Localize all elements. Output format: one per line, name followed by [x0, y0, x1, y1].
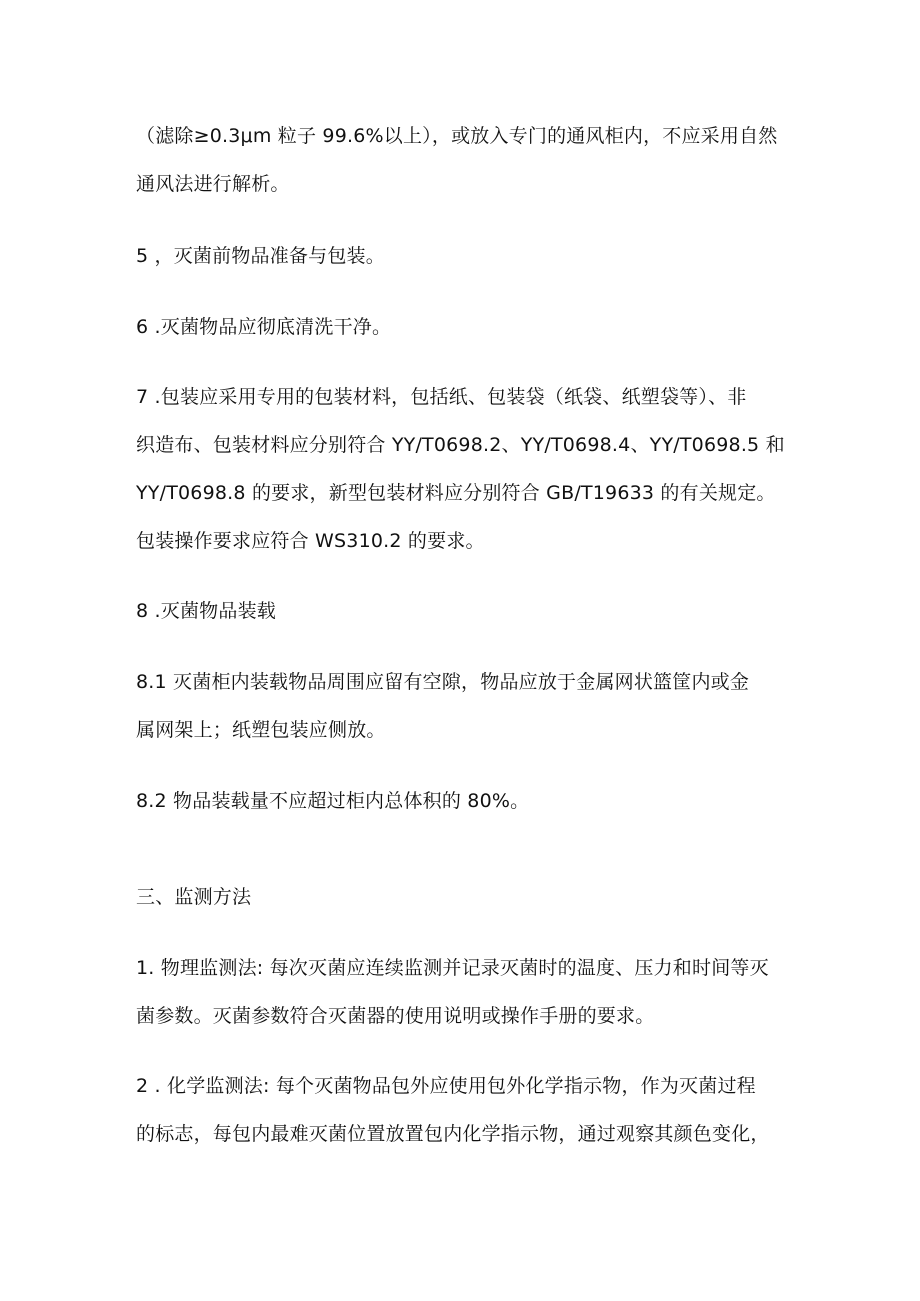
list-item-monitor-1: 1. 物理监测法: 每次灭菌应连续监测并记录灭菌时的温度、压力和时间等灭: [136, 957, 769, 979]
list-item-6: 6 .灭菌物品应彻底清洗干净。: [136, 316, 392, 338]
list-item-8-1: 8.1 灭菌柜内装载物品周围应留有空隙，物品应放于金属网状篮筐内或金: [136, 671, 750, 693]
list-item-8: 8 .灭菌物品装载: [136, 600, 276, 622]
section-heading: 三、监测方法: [136, 886, 252, 908]
text-line: 属网架上；纸塑包装应侧放。: [136, 719, 386, 741]
text-line: 的标志，每包内最难灭菌位置放置包内化学指示物，通过观察其颜色变化，: [136, 1123, 770, 1145]
list-item-8-2: 8.2 物品装载量不应超过柜内总体积的 80%。: [136, 790, 530, 812]
text-line: YY/T0698.8 的要求，新型包装材料应分别符合 GB/T19633 的有关规定。: [136, 482, 776, 504]
list-item-monitor-2: 2 . 化学监测法: 每个灭菌物品包外应使用包外化学指示物，作为灭菌过程: [136, 1075, 756, 1097]
text-line: （滤除≥0.3μm 粒子 99.6%以上），或放入专门的通风柜内，不应采用自然: [136, 125, 778, 147]
list-item-5: 5 ，灭菌前物品准备与包装。: [136, 245, 385, 267]
text-line: 织造布、包装材料应分别符合 YY/T0698.2、YY/T0698.4、YY/T0698.5 和: [136, 434, 785, 456]
text-line: 通风法进行解析。: [136, 173, 290, 195]
text-line: 菌参数。灭菌参数符合灭菌器的使用说明或操作手册的要求。: [136, 1005, 655, 1027]
text-line: 包装操作要求应符合 WS310.2 的要求。: [136, 530, 485, 552]
list-item-7: 7 .包装应采用专用的包装材料，包括纸、包装袋（纸袋、纸塑袋等）、非: [136, 386, 747, 408]
